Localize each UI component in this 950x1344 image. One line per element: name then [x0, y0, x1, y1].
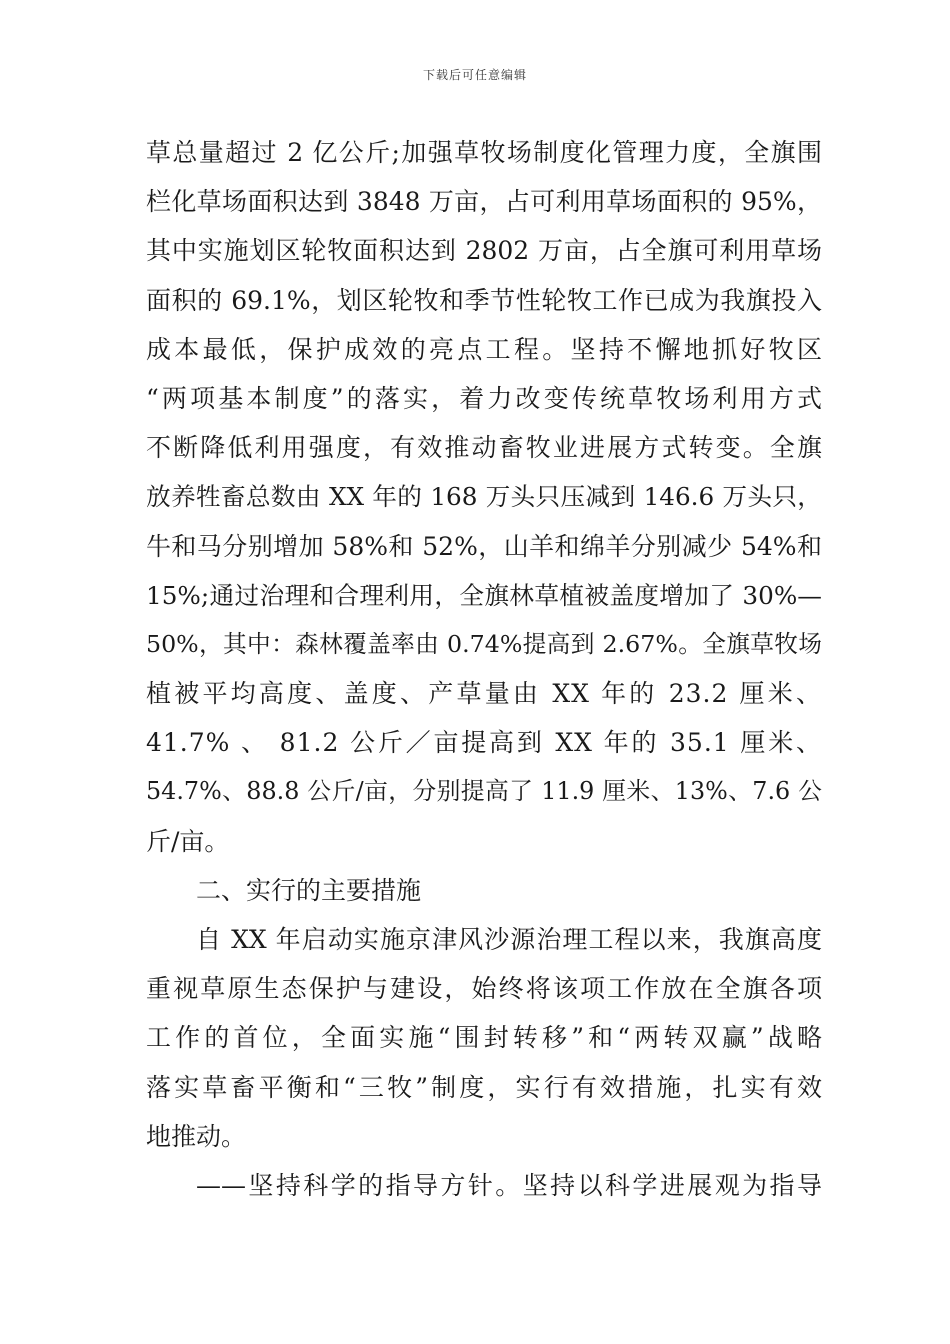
- text-line: 栏化草场面积达到 3848 万亩，占可利用草场面积的 95%，: [146, 187, 822, 217]
- text-line: 不断降低利用强度，有效推动畜牧业进展方式转变。全旗: [146, 433, 822, 463]
- section-heading: 二、实行的主要措施: [196, 875, 422, 905]
- text-line: 50%，其中：森林覆盖率由 0.74%提高到 2.67%。全旗草牧场: [146, 629, 822, 658]
- text-line: 工作的首位，全面实施“围封转移”和“两转双赢”战略: [146, 1023, 822, 1053]
- text-line: 41.7% 、 81.2 公斤／亩提高到 XX 年的 35.1 厘米、: [146, 728, 822, 758]
- text-line: “两项基本制度”的落实，着力改变传统草牧场利用方式: [146, 383, 822, 413]
- text-line: 其中实施划区轮牧面积达到 2802 万亩，占全旗可利用草场: [146, 236, 822, 266]
- text-line: 地推动。: [146, 1121, 247, 1151]
- text-line: 斤/亩。: [146, 826, 230, 856]
- text-line: 成本最低，保护成效的亮点工程。坚持不懈地抓好牧区: [146, 334, 822, 364]
- text-line: 15%;通过治理和合理利用，全旗林草植被盖度增加了 30%—: [146, 580, 822, 610]
- text-line: 草总量超过 2 亿公斤;加强草牧场制度化管理力度，全旗围: [146, 138, 822, 167]
- text-line: 54.7%、88.8 公斤/亩，分别提高了 11.9 厘米、13%、7.6 公: [146, 777, 822, 806]
- page-header: 下载后可任意编辑: [422, 68, 527, 82]
- text-line: 放养牲畜总数由 XX 年的 168 万头只压减到 146.6 万头只，: [146, 482, 822, 512]
- document-body: [146, 128, 822, 1210]
- text-line: 落实草畜平衡和“三牧”制度，实行有效措施，扎实有效: [146, 1072, 822, 1102]
- text-line: 牛和马分别增加 58%和 52%，山羊和绵羊分别减少 54%和: [146, 531, 822, 561]
- text-line: 自 XX 年启动实施京津风沙源治理工程以来，我旗高度: [196, 925, 822, 954]
- text-line: 面积的 69.1%，划区轮牧和季节性轮牧工作已成为我旗投入: [146, 285, 822, 315]
- text-line: 重视草原生态保护与建设，始终将该项工作放在全旗各项: [146, 974, 822, 1004]
- text-line: ——坚持科学的指导方针。坚持以科学进展观为指导: [196, 1170, 822, 1200]
- text-line: 植被平均高度、盖度、产草量由 XX 年的 23.2 厘米、: [146, 679, 822, 709]
